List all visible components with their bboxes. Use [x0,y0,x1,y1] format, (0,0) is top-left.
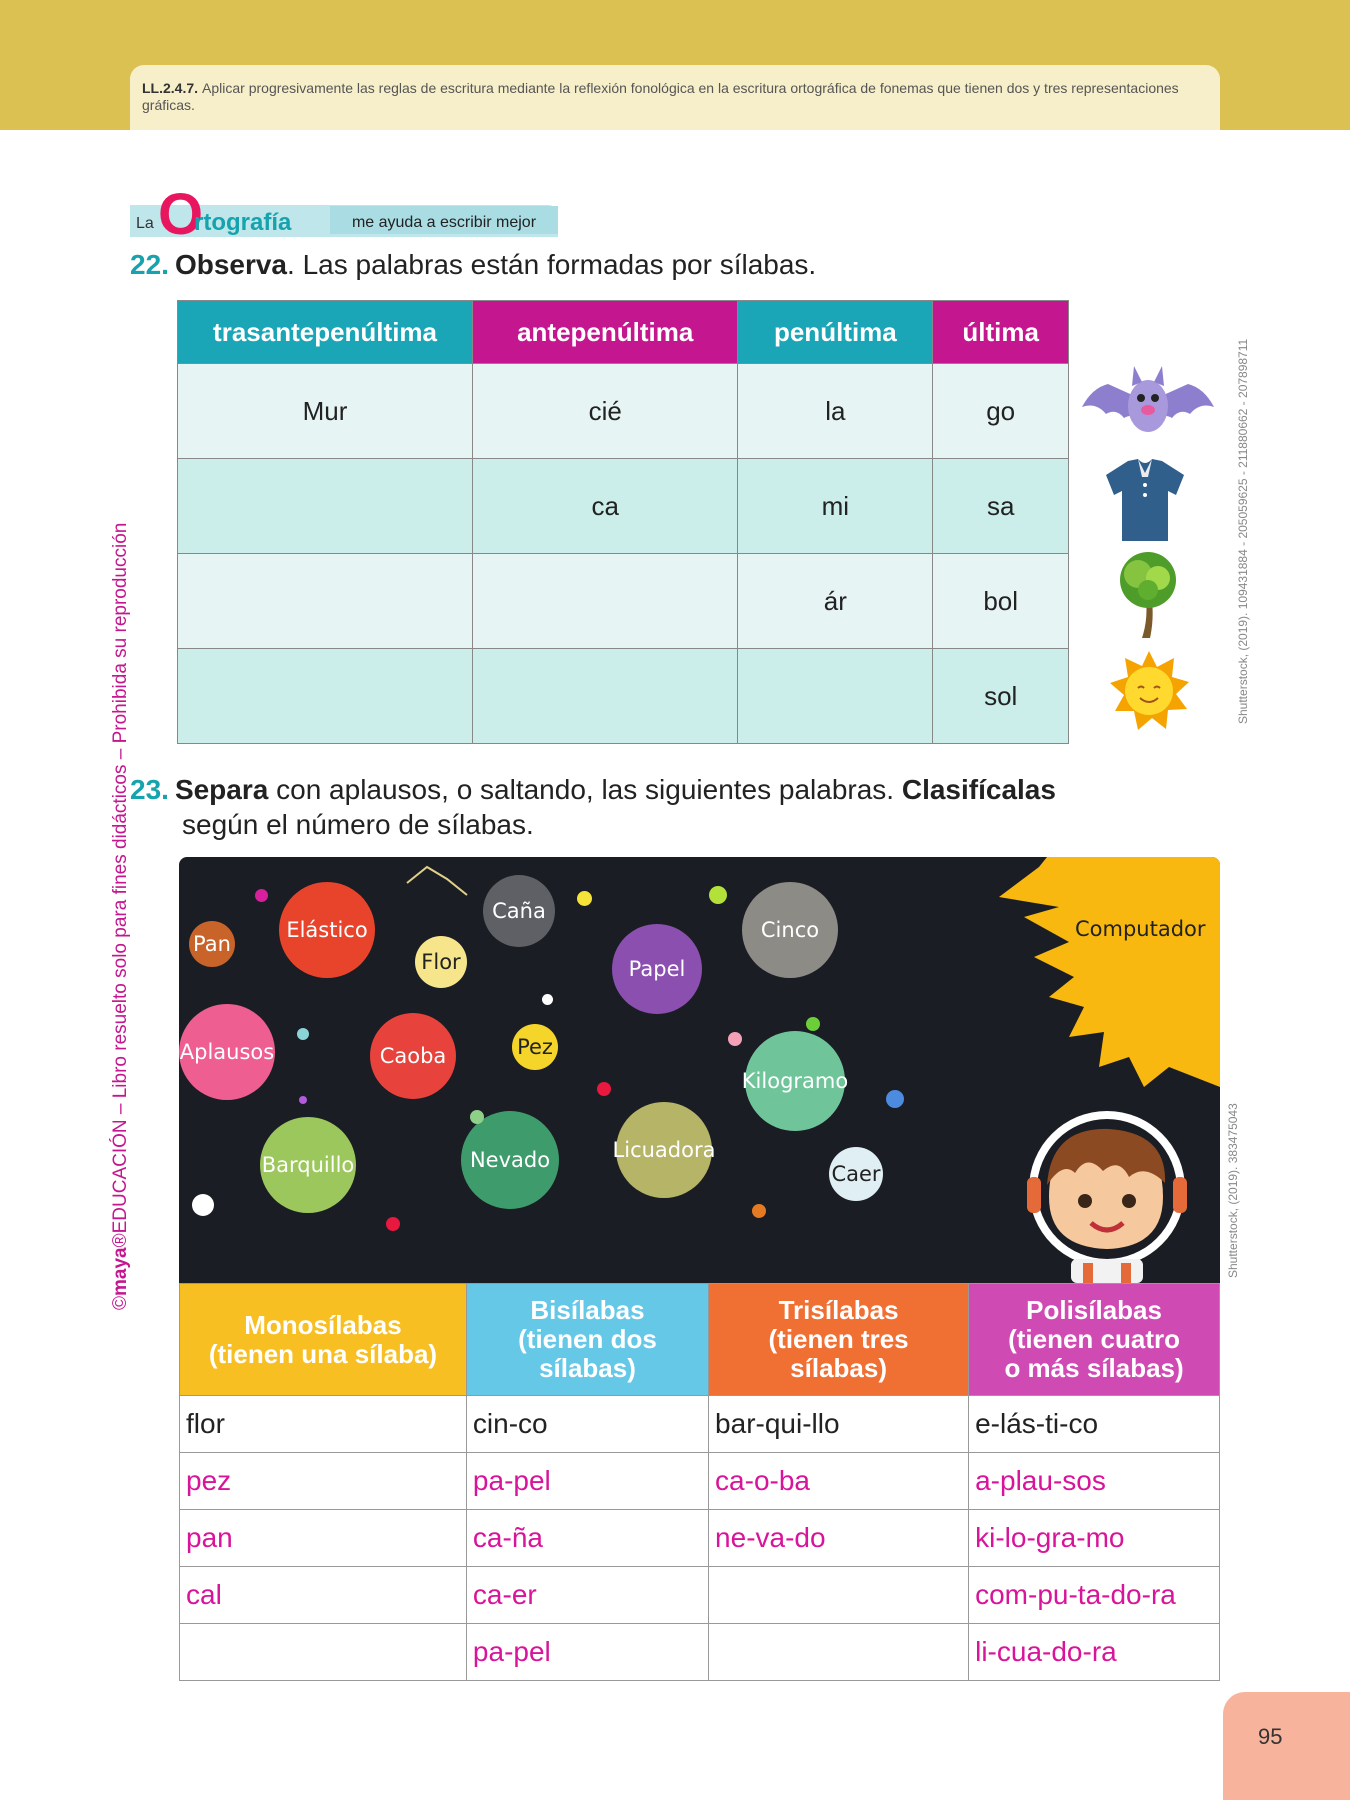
star-dot [255,889,268,902]
syllable-cell[interactable] [473,554,738,649]
astronaut-illustration [1027,1097,1192,1283]
banner-big-letter: O [158,182,204,247]
header-bisilabas [466,1284,708,1396]
planet-flor: Flor [415,936,467,988]
table-row [178,364,1069,459]
table-row [178,554,1069,649]
header-trisilabas [709,1284,969,1396]
table-row [180,1567,1220,1624]
header-line: Monosílabas [244,1309,402,1340]
copyright-symbol: © [110,1296,131,1310]
sun-rays [999,857,1220,1087]
syllable-cell: bol [933,554,1069,649]
q22-number: 22. [130,249,169,280]
q23-number: 23. [130,774,169,805]
syllable-cell: la [738,364,933,459]
example-cell: flor [180,1396,467,1453]
syllable-cell: sa [933,459,1069,554]
planet-kilogramo: Kilogramo [745,1031,845,1131]
photo-credit-1: Shutterstock, (2019). 109431884 - 205059625 - 211880662 - 207898711 [1236,338,1250,724]
star-dot [192,1194,214,1216]
star-dot [297,1028,309,1040]
syllable-cell: go [933,364,1069,459]
planet-papel: Papel [612,924,702,1014]
shirt-icon [1100,455,1190,545]
bat-icon [1078,362,1218,447]
answer-cell[interactable]: ca-o-ba [709,1453,969,1510]
header-line: (tienen cuatro [1008,1324,1181,1354]
syllable-cell: Mur [178,364,473,459]
banner-la: La [136,215,154,232]
planet-pan: Pan [189,921,235,967]
answer-cell[interactable]: a-plau-sos [969,1453,1220,1510]
copyright-text: EDUCACIÓN – Libro resuelto solo para fines didácticos – Prohibida su reproducción [110,522,131,1234]
header-line: Bisílabas [530,1295,645,1325]
table-row [180,1453,1220,1510]
planet-aplausos: Aplausos [179,1004,275,1100]
planet-caoba: Caoba [370,1013,456,1099]
registered-mark: ® [110,1233,131,1248]
syllable-table [177,300,1069,744]
answer-cell[interactable]: pez [180,1453,467,1510]
question-23-line2: según el número de sílabas. [182,809,534,840]
skill-code: LL.2.4.7. [142,80,199,96]
q22-verb: Observa [174,249,288,280]
planet-barquillo: Barquillo [260,1117,356,1213]
syllable-cell: ca [473,459,738,554]
star-dot [728,1032,742,1046]
tree-icon [1110,550,1185,640]
answer-cell[interactable]: com-pu-ta-do-ra [969,1567,1220,1624]
syllable-header: antepenúltima [473,301,738,364]
q22-text: . Las palabras están formadas por sílabas. [287,249,817,280]
planet-nevado: Nevado [461,1111,559,1209]
example-cell: cin-co [466,1396,708,1453]
syllable-header: trasantepenúltima [178,301,473,364]
planet-caer: Caer [829,1147,883,1201]
banner-tagline: me ayuda a escribir mejor [330,206,558,234]
syllable-cell: ár [738,554,933,649]
star-dot [806,1017,820,1031]
header-line: sílabas) [790,1353,887,1383]
banner-title: rtografía [194,209,292,236]
table-row [178,649,1069,744]
syllable-cell[interactable] [178,459,473,554]
example-cell: bar-qui-llo [709,1396,969,1453]
star-dot [386,1217,400,1231]
q23-text: con aplausos, o saltando, las siguientes palabras. [268,774,902,805]
answer-cell[interactable]: cal [180,1567,467,1624]
q23-verb-clasificalas: Clasifícalas [901,774,1056,805]
space-illustration [179,857,1220,1283]
star-dot [299,1096,307,1104]
syllable-cell: cié [473,364,738,459]
answer-cell[interactable]: ca-er [466,1567,708,1624]
question-22 [130,247,816,282]
answer-cell[interactable]: ne-va-do [709,1510,969,1567]
classification-table [179,1283,1220,1681]
header-line: Polisílabas [1026,1295,1162,1325]
constellation [407,867,467,895]
header-line: Trisílabas [778,1295,899,1325]
answer-cell[interactable] [180,1624,467,1681]
answer-cell[interactable]: li-cua-do-ra [969,1624,1220,1681]
syllable-cell[interactable] [178,554,473,649]
star-dot [470,1110,484,1124]
header-line: (tienen tres [768,1324,909,1354]
syllable-cell[interactable] [738,649,933,744]
skill-statement [130,65,1220,130]
header-line: o más sílabas) [1004,1353,1184,1383]
answer-cell[interactable] [709,1624,969,1681]
header-line: (tienen dos [518,1324,657,1354]
star-dot [886,1090,904,1108]
syllable-header: última [933,301,1069,364]
star-dot [542,994,553,1005]
answer-cell[interactable]: ki-lo-gra-mo [969,1510,1220,1567]
planet-cinco: Cinco [742,882,838,978]
table-row [180,1396,1220,1453]
planet-cana: Caña [483,875,555,947]
planet-pez: Pez [512,1024,558,1070]
header-line: (tienen una sílaba) [208,1338,438,1369]
syllable-cell: mi [738,459,933,554]
syllable-cell[interactable] [473,649,738,744]
star-dot [752,1204,766,1218]
table-row [180,1624,1220,1681]
star-dot [597,1082,611,1096]
answer-cell[interactable]: ca-ña [466,1510,708,1567]
header-line: sílabas) [539,1353,636,1383]
page-number: 95 [1223,1692,1350,1800]
syllable-cell[interactable] [178,649,473,744]
header-monosilabas [180,1284,467,1396]
planet-elastico: Elástico [279,882,375,978]
answer-cell[interactable]: pan [180,1510,467,1567]
syllable-header: penúltima [738,301,933,364]
side-copyright [110,523,132,1310]
planet-licuadora: Licuadora [616,1102,712,1198]
table-row [178,459,1069,554]
brand-name: maya [110,1247,131,1296]
table-row [180,1510,1220,1567]
question-23 [130,772,1056,807]
section-banner [130,182,558,247]
answer-cell[interactable]: pa-pel [466,1624,708,1681]
word-computador: Computador [1075,917,1206,941]
sun-icon [1108,650,1190,732]
star-dot [577,891,592,906]
answer-cell[interactable]: pa-pel [466,1453,708,1510]
header-polisilabas [969,1284,1220,1396]
answer-cell[interactable] [709,1567,969,1624]
example-cell: e-lás-ti-co [969,1396,1220,1453]
star-dot [709,886,727,904]
syllable-cell: sol [933,649,1069,744]
q23-verb-separa: Separa [174,774,269,805]
skill-text: Aplicar progresivamente las reglas de escritura mediante la reflexión fonológica en la escritura ortográfica de fonemas que tienen dos y tres representaciones gráficas. [142,80,1179,113]
photo-credit-2: Shutterstock, (2019). 383475043 [1226,1103,1240,1278]
